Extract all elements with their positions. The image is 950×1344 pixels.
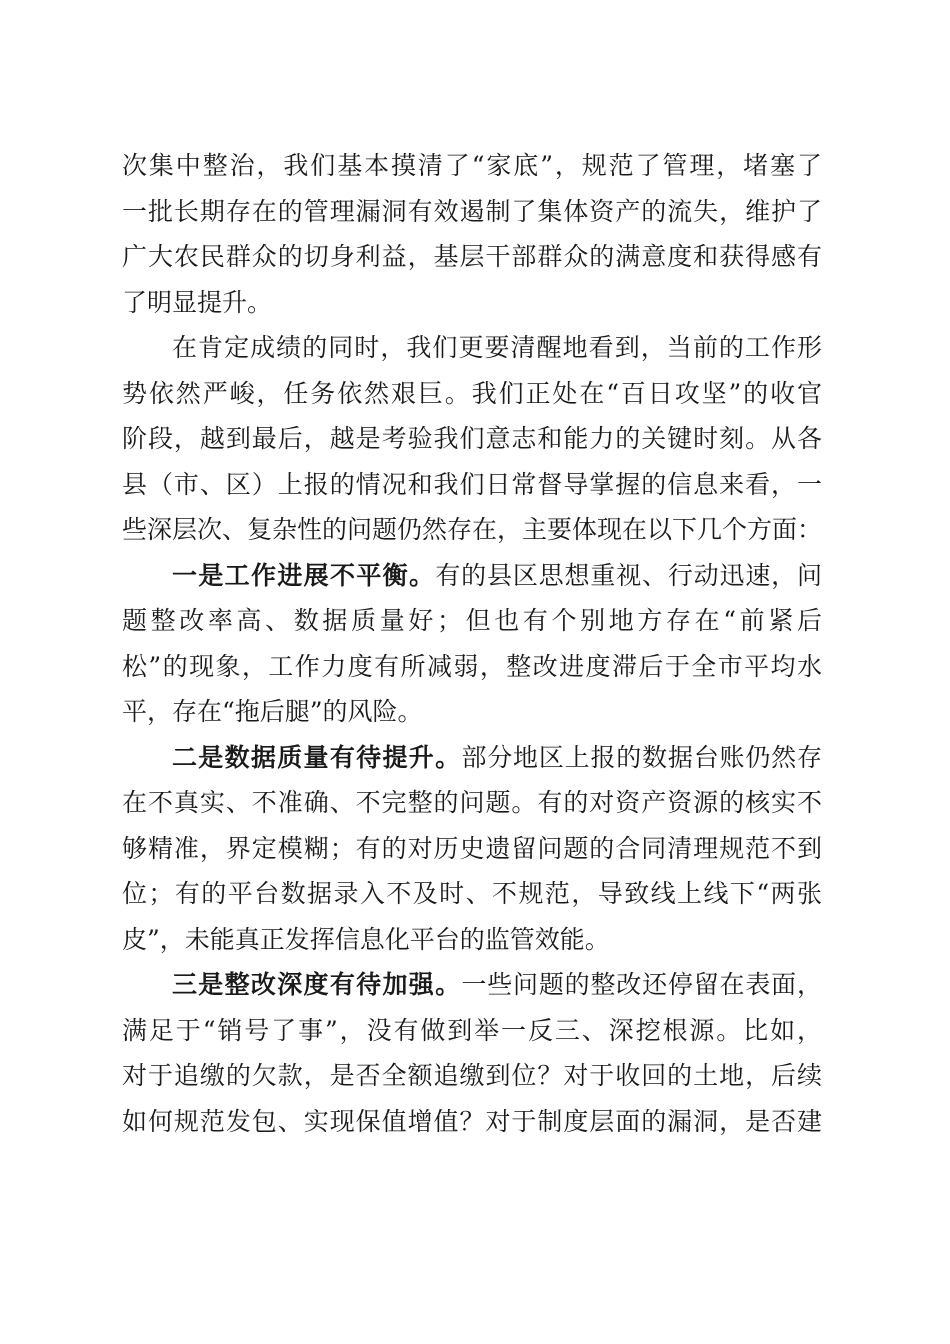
text-line: 阶段，越到最后，越是考验我们意志和能力的关键时刻。从各 [122, 424, 822, 453]
text-line: 题整改率高、数据质量好；但也有个别地方存在“前紧后 [122, 606, 822, 635]
text-line: 次集中整治，我们基本摸清了“家底”，规范了管理，堵塞了 [122, 151, 822, 180]
text-line: 势依然严峻，任务依然艰巨。我们正处在“百日攻坚”的收官 [122, 378, 822, 408]
paragraph-4 [122, 735, 822, 963]
text-line: 位；有的平台数据录入不及时、不规范，导致线上线下“两张 [122, 879, 822, 908]
text-line: 如何规范发包、实现保值增值？对于制度层面的漏洞，是否建 [122, 1106, 822, 1136]
text-line: 了明显提升。 [122, 287, 273, 317]
document-page [122, 143, 822, 1144]
text-run: 一些问题的整改还停留在表面， [461, 970, 822, 999]
paragraph-5 [122, 962, 822, 1144]
text-line: 够精准，界定模糊；有的对历史遗留问题的合同清理规范不到 [122, 833, 822, 863]
text-line: 些深层次、复杂性的问题仍然存在，主要体现在以下几个方面： [122, 515, 822, 544]
text-line: 松”的现象，工作力度有所减弱，整改进度滞后于全市平均水 [122, 651, 822, 681]
text-line: 广大农民群众的切身利益，基层干部群众的满意度和获得感有 [122, 242, 822, 271]
text-line [122, 962, 822, 1008]
paragraph-heading: 三是整改深度有待加强。 [172, 970, 462, 999]
text-line [122, 735, 822, 781]
paragraph-1 [122, 143, 822, 325]
paragraph-2 [122, 325, 822, 553]
text-run: 部分地区上报的数据台账仍然存 [461, 742, 822, 772]
paragraph-heading: 一是工作进展不平衡。 [172, 560, 436, 590]
text-line: 一批长期存在的管理漏洞有效遏制了集体资产的流失，维护了 [122, 196, 822, 226]
paragraph-heading: 二是数据质量有待提升。 [172, 742, 462, 772]
text-line: 县（市、区）上报的情况和我们日常督导掌握的信息来看，一 [122, 469, 822, 499]
text-line: 在不真实、不准确、不完整的问题。有的对资产资源的核实不 [122, 788, 822, 817]
text-line [122, 553, 822, 599]
text-line: 对于追缴的欠款，是否全额追缴到位？对于收回的土地，后续 [122, 1061, 822, 1090]
text-line: 皮”，未能真正发挥信息化平台的监管效能。 [122, 924, 610, 954]
text-run: 有的县区思想重视、行动迅速，问 [435, 560, 822, 590]
text-line: 满足于“销号了事”，没有做到举一反三、深挖根源。比如， [122, 1015, 822, 1045]
text-line: 平，存在“拖后腿”的风险。 [122, 697, 423, 726]
paragraph-3 [122, 553, 822, 735]
text-line: 在肯定成绩的同时，我们更要清醒地看到，当前的工作形 [172, 333, 822, 362]
